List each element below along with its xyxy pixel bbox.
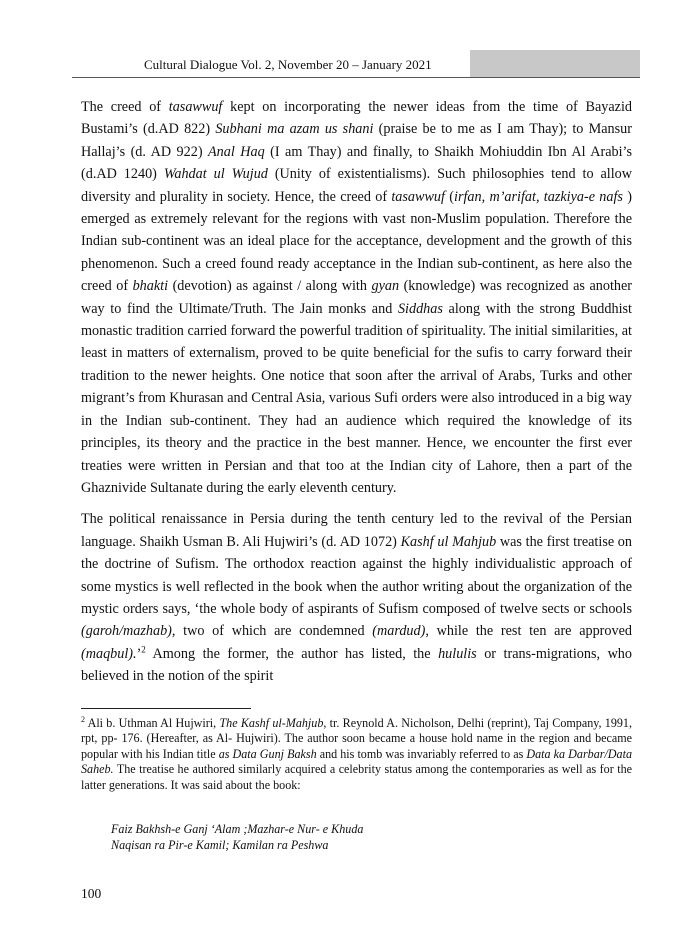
text-run: or trans-migrations, who believed in the notion of the spirit — [81, 645, 632, 685]
text-run: kept on incorporating the newer ideas from the time of Bayazid Bustami’s (d.AD 822) — [81, 99, 632, 138]
text-run: Ali b. Uthman Al Hujwiri, — [85, 716, 220, 730]
italic-term: (maqbul). — [81, 645, 137, 662]
italic-term: bhakti — [132, 278, 169, 295]
italic-term: irfan, m’arifat, tazkiya-e nafs — [454, 188, 623, 205]
text-run: , two of which are condemned — [171, 623, 373, 640]
footnote-separator — [81, 708, 251, 709]
footnote-marker: 2 — [141, 644, 146, 655]
text-run: (praise be to me as I am Thay); to Mansur Hallaj’s (d. AD 922) — [81, 121, 632, 160]
italic-term: Siddhas — [397, 300, 443, 317]
italic-term: Subhani ma azam us shani — [215, 121, 374, 138]
paragraph-2 — [81, 508, 632, 687]
italic-term: gyan — [371, 278, 400, 295]
footnote-marker: 2 — [81, 714, 85, 724]
italic-term: Data ka Darbar/Data Saheb. — [81, 746, 632, 777]
page-number: 100 — [81, 886, 102, 901]
running-header — [72, 50, 640, 78]
text-run: , tr. Reynold A. Nicholson, Delhi (reprint), Taj Company, 1991, rpt, pp- 176. (Hereafter, as Al- Hujwiri). The author soon became a house hold name in the region and became popular with his Indian title — [81, 716, 632, 761]
running-header-title: Cultural Dialogue Vol. 2, November 20 – January 2021 — [144, 57, 432, 72]
footnote-verse-line-1: Faiz Bakhsh-e Ganj ‘Alam ;Mazhar-e Nur- e Khuda — [111, 822, 364, 836]
italic-term: hululis — [438, 645, 477, 662]
italic-term: as Data Gunj Baksh — [218, 746, 317, 761]
italic-term: Kashf ul Mahjub — [400, 533, 497, 550]
italic-term: Wahdat ul Wujud — [163, 166, 268, 183]
body-text — [81, 96, 632, 697]
text-run: ’ — [136, 645, 142, 662]
footnote-verse-line-2: Naqisan ra Pir-e Kamil; Kamilan ra Peshwa — [111, 838, 329, 852]
italic-term: tasawwuf — [391, 188, 445, 205]
italic-term: tasawwuf — [168, 99, 223, 115]
paragraph-1 — [81, 96, 632, 499]
text-run: (I am Thay) and finally, to Shaikh Mohiuddin Ibn Al Arabi’s (d.AD 1240) — [81, 143, 632, 183]
text-run: (knowledge) was recognized as another way to find the Ultimate/Truth. The Jain monks and — [81, 278, 633, 317]
footnote-2 — [81, 716, 632, 793]
italic-term: Anal Haq — [208, 143, 265, 160]
text-run: The treatise he authored similarly acquired a celebrity status among the contemporaries as well as for the latter generations. It was said about the book: — [81, 762, 632, 792]
text-run: (devotion) as against / along with — [168, 278, 372, 295]
text-run: Among the former, the author has listed, the — [145, 645, 439, 662]
italic-term: (garoh/mazhab) — [81, 623, 172, 640]
header-shade-block — [470, 50, 640, 77]
text-run: , while the rest ten are approved — [425, 623, 632, 640]
italic-term: (mardud) — [372, 623, 426, 640]
italic-term: The Kashf ul-Mahjub — [219, 716, 324, 730]
text-run: ) emerged as extremely relevant for the regions with vast non-Muslim population. Therefore the Indian sub-continent was an ideal place for the acceptance, development and the growth of this phenomenon. Such a creed found ready acceptance in the Indian sub-continent, as here also the creed of — [81, 188, 632, 295]
text-run: along with the strong Buddhist monastic tradition carried forward the powerful tradition of spirituality. The initial similarities, at least in matters of externalism, proved to be quite beneficial for the sufis to carry forward their tradition to the newer heights. One notice that soon after the arrival of Arabs, Turks and other migrant’s from Khurasan and Central Asia, various Sufi orders were also introduced in a big way in the Indian sub-continent. They had an audience which required the knowledge of its principles, its theory and the practice in the best manner. Hence, we encounter the first ever treaties were written in Persian and that too at the Indian city of Lahore, then a part of the Ghaznivide Sultanate during the early eleventh century. — [81, 300, 632, 496]
text-run: The creed of — [81, 99, 169, 115]
text-run: was the first treatise on the doctrine of Sufism. The orthodox reaction against the highly individualistic approach of some mystics is well reflected in the book when the author writing about the organization of the mystic orders says, ‘the whole body of aspirants of Sufism composed of twelve sects or schools — [81, 533, 632, 617]
header-rule — [72, 77, 640, 78]
text-run: The political renaissance in Persia during the tenth century led to the revival of the Persian language. Shaikh Usman B. Ali Hujwiri’s (d. AD 1072) — [81, 511, 632, 550]
text-run: ( — [444, 188, 455, 205]
text-run: (Unity of existentialisms). Such philosophies tend to allow diversity and plurality in society. Hence, the creed of — [81, 166, 633, 205]
text-run: and his tomb was invariably referred to as — [316, 746, 527, 761]
